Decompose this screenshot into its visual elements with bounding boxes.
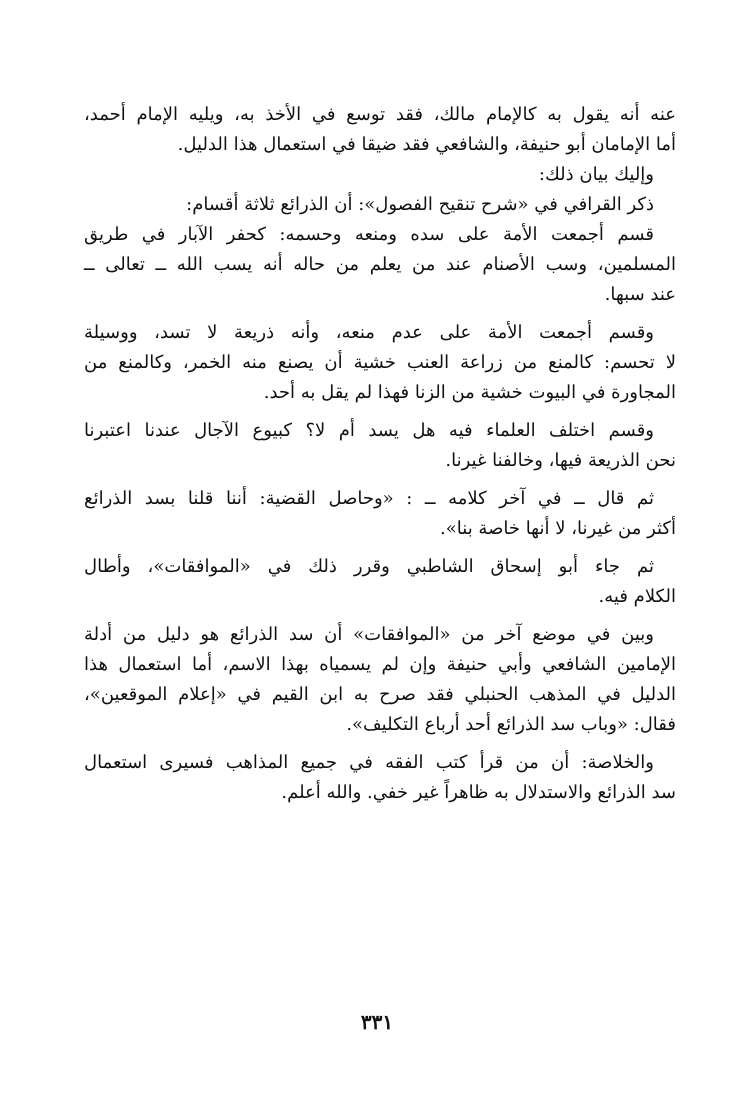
text-line: قسم أجمعت الأمة على سده ومنعه وحسمه: كحفر الآبار في طريق	[84, 224, 654, 245]
text-line: ثم جاء أبو إسحاق الشاطبي وقرر ذلك في «الموافقات»، وأطال	[84, 556, 654, 577]
paragraph-gap	[84, 740, 676, 748]
text-line: عنه أنه يقول به كالإمام مالك، فقد توسع في الأخذ به، ويليه الإمام أحمد،	[84, 104, 676, 125]
text-line: نحن الذريعة فيها، وخالفنا غيرنا.	[445, 450, 676, 471]
paragraph-gap	[84, 612, 676, 620]
text-line: عند سبها.	[604, 284, 676, 305]
text-line: وإليك بيان ذلك:	[538, 164, 654, 185]
text-line: وقسم اختلف العلماء فيه هل يسد أم لا؟ كبيوع الآجال عندنا اعتبرنا	[84, 420, 654, 441]
text-line: لا تحسم: كالمنع من زراعة العنب خشية أن يصنع منه الخمر، وكالمنع من	[84, 352, 676, 373]
text-line: ثم قال ــ في آخر كلامه ــ : «وحاصل القضية: أننا قلنا بسد الذرائع	[84, 488, 654, 509]
text-line: سد الذرائع والاستدلال به ظاهراً غير خفي. والله أعلم.	[281, 782, 676, 803]
text-line: الكلام فيه.	[598, 586, 676, 607]
paragraph-gap	[84, 544, 676, 552]
text-line: المسلمين، وسب الأصنام عند من يعلم من حاله أنه يسب الله ــ تعالى ــ	[84, 254, 676, 275]
text-line: الدليل في المذهب الحنبلي فقد صرح به ابن القيم في «إعلام الموقعين»،	[84, 684, 676, 705]
text-line: ذكر القرافي في «شرح تنقيح الفصول»: أن الذرائع ثلاثة أقسام:	[186, 194, 654, 215]
text-line: أكثر من غيرنا، لا أنها خاصة بنا».	[440, 518, 676, 539]
paragraph-gap	[84, 408, 676, 416]
text-line: فقال: «وباب سد الذرائع أحد أرباع التكليف».	[346, 714, 676, 735]
text-line: المجاورة في البيوت خشية من الزنا فهذا لم يقل به أحد.	[263, 382, 676, 403]
text-line: أما الإمامان أبو حنيفة، والشافعي فقد ضيقا في استعمال هذا الدليل.	[177, 134, 676, 155]
paragraph-gap	[84, 310, 676, 318]
text-line: والخلاصة: أن من قرأ كتب الفقه في جميع المذاهب فسيرى استعمال	[84, 752, 654, 773]
paragraph-gap	[84, 476, 676, 484]
page-body	[84, 100, 676, 808]
page-number: ٣٣١	[360, 1010, 394, 1034]
text-line: وبين في موضع آخر من «الموافقات» أن سد الذرائع هو دليل من أدلة	[84, 624, 654, 645]
text-line: وقسم أجمعت الأمة على عدم منعه، وأنه ذريعة لا تسد، ووسيلة	[84, 322, 654, 343]
text-line: الإمامين الشافعي وأبي حنيفة وإن لم يسمياه بهذا الاسم، أما استعمال هذا	[84, 654, 676, 675]
